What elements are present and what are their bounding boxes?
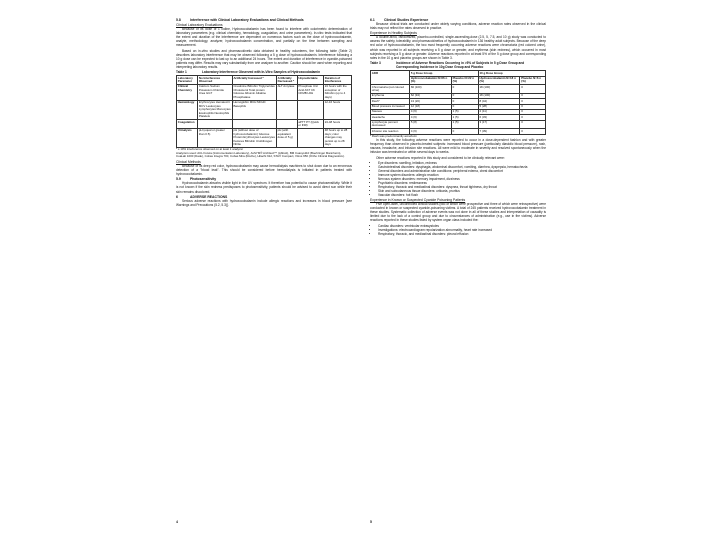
list-item: • Skin and subcutaneous tissue disorders: urticaria, pruritus <box>378 189 546 193</box>
table-footnote: * Rash was predominantly acneiform <box>370 133 418 138</box>
section-heading: 6 ADVERSE REACTIONS <box>176 194 228 199</box>
table-caption: Table 1 Laboratory Interference Observed with In-Vitro Samples of Hydroxocobalamin <box>176 70 321 75</box>
analyzers-note: Analyzers used: ACL Futura (Instrumentation Laboratory), AxSYM® Architect™ (Abbott), BM Coasys110 (Boehringer Mannheim), CoaLab 1000 (Dade), Cobas Integra 700, Cobas Mira (Roche), Hitachi 912, STA® Compact, Vitros 950 (Ortho Clinical Diagnostics). <box>176 150 345 159</box>
paragraph: Five open-label, uncontrolled clinical studies (two of which were prospective and three of which were retrospective) were conducted in known or suspected cyanide-poisoning victims. A total of 245 patients received hydroxocobalamin treatment in these studies. Systematic collection of adverse events was not done in all of these studies and interpretation of causality is limited due to the lack of a control group and due to circumstances of administration (e.g., use in fire victims). Adverse reactions reported in these studies listed by system organ class included the: <box>370 202 546 223</box>
document-page <box>176 18 548 524</box>
table-row: Blood pressure increased 12 (18) 0 5 (28) 0 <box>371 104 546 109</box>
lab-interference-table <box>176 75 352 148</box>
table-header-row: Laboratory Parameter No Interference Observed Artificially Increased * Artificially Decreased * Unpredictable Duration of Interference <box>177 76 352 85</box>
section-heading: 6.1 Clinical Studies Experience <box>370 18 429 22</box>
bullet-list <box>370 224 546 236</box>
table-row: Infusion site reaction 4 (6) 0 7 (39) 0 <box>371 129 546 134</box>
paragraph: Because of its deep red color, hydroxocobalamin may cause hemodialysis machines to shut down due to an erroneous detection of a "blood leak". This should be considered before hemodialysis is initiated in patients treated with hydroxocobalamin. <box>176 164 352 177</box>
table-row: Coagulation aPTT PT (Quick or INR) 24-48 hours <box>177 120 352 129</box>
table-row: Nausea 4 (6) 1 (5) 2 (11) 0 <box>371 109 546 114</box>
list-item: • Vascular disorders: hot flush <box>378 193 546 197</box>
table-row: Clinical Chemistry Calcium Sodium Potassium Chloride Urea GGT Creatinine Bilirubin Triglycerides Cholesterol Total protein Glucose Albumin Alkaline Phosphatase ALT Amylase Phosphate Uric Acid AST CK CKMB LDH 24 hours with the exception of bilirubin (up to 4 days) <box>177 85 352 101</box>
paragraph: A double-blind, randomized, placebo-controlled, single-ascending-dose (2.5, 5, 7.5, and 10 g) study was conducted to assess the safety, tolerability, and pharmacokinetics of hydroxocobalamin in 136 healthy adult subjects. Because of the deep red color of hydroxocobalamin, the two most frequently occurring adverse reactions were chromaturia (red colored urine), which was reported in all subjects receiving a 5 g dose or greater, and erythema (skin redness), which occurred in most subjects receiving a 5 g dose or greater. Adverse reactions reported in at least 5% of the 5 g dose group and corresponding rates in the 10 g and placebo groups are shown in Table 3. <box>370 35 546 60</box>
section-heading: 5.9 Photosensitivity <box>176 177 217 182</box>
list-item: • Investigations: electrocardiogram repolarization abnormality, heart rate increased <box>378 228 546 232</box>
list-item: • Nervous system disorders: memory impairment, dizziness <box>378 177 546 181</box>
table-row: Rash* 13 (20) 0 8 (44) 0 <box>371 99 546 104</box>
table-header-row: Hydroxocobalamin N=66 n (%) Placebo N=22 n (%) Hydroxocobalamin N=18 n (%) Placebo N=6 n (%) <box>371 76 546 85</box>
list-item: • Psychiatric disorders: restlessness <box>378 181 546 185</box>
right-column <box>370 18 546 237</box>
paragraph: Because of its dose of 1 iodine, Hydroxocobalamin has been found to interfere with colorimetric determination of laboratory parameters (e.g. clinical chemistry, hematology, coagulation, and urine parameters). In-vitro tests indicated that the extent and duration of the interference are dependent on numerous factors such as the dose of hydroxocobalamin, analyte, methodology, analyzer, hydroxocobalamin concentration, and partially on the time between sampling and measurement. <box>176 27 352 48</box>
paragraph: Other adverse reactions reported in this study and considered to be clinically relevant were: <box>376 155 505 160</box>
paragraph: Hydroxocobalamin absorbs visible light in the UV spectrum. It therefore has potential to cause photosensitivity. While it is not known if the skin redness predisposes to photosensitivity, patients should be advised to avoid direct sun while their skin remains discolored. <box>176 181 352 194</box>
page-number-right: 5 <box>370 520 372 524</box>
subheading-known-poisoning: Experience in Known or Suspected Cyanide Poisoning Patients <box>370 198 466 203</box>
table-footnote: * ≥ 10% interference observed on at least 1 analyzer <box>176 147 244 152</box>
table-row: Lymphocyte percent decreased 5 (8) 1 (5) 3 (17) 0 <box>371 120 546 129</box>
list-item: • Respiratory, thoracic and mediastinal disorders: dyspnea, throat tightness, dry throat <box>378 185 546 189</box>
subheading-clinical-lab: Clinical Laboratory Evaluations <box>176 23 223 28</box>
paragraph: Because clinical trials are conducted under widely varying conditions, adverse reaction rates observed in the clinical trials may not reflect the rates observed in practice. <box>370 22 546 31</box>
list-item: • Gastrointestinal disorders: dysphagia, abdominal discomfort, vomiting, diarrhea, dyspepsia, hematochezia <box>378 165 546 169</box>
table-row: Urinalysis pH (equal or greater than 0.5) pH (without dose of hydroxocobalamin) Glucose Protein Erythrocytes Leukocytes Ketones Bilirubin Urobilinogen Nitrite pH (with equivalent dose of 5 g) 48 hours up to 28 days; color changes may persist up to 28 days <box>177 128 352 147</box>
bullet-list <box>370 161 546 197</box>
paragraph: In this study, the following adverse reactions were reported to occur in a dose-dependent fashion and with greater frequency than observed in placebo-treated subjects: increased blood pressure (particularly diastolic blood pressure), rash, nausea, headache, and infusion site reactions. All were mild to moderate in severity and resolved spontaneously when the infusion was terminated or within several days to weeks. <box>370 138 546 155</box>
list-item: • General disorders and administration site conditions: peripheral edema, chest discomfort <box>378 169 546 173</box>
table-row: Erythema 62 (94) 0 18 (100) 0 <box>371 94 546 99</box>
left-column <box>176 18 352 208</box>
table-row: Hematology Erythrocytes Hematocrit MCV Leukocytes Lymphocytes Monocytes Eosinophils Neutrophils Platelets Hemoglobin MCH MCHC Basophils 12-16 hours <box>177 100 352 119</box>
subheading-clinical-methods: Clinical Methods <box>176 159 201 164</box>
paragraph: Based on in-vitro studies and pharmacokinetic data obtained in healthy volunteers, the following table (Table 2) describes laboratory interference that may be observed following a 5 g dose of hydroxocobalamin. Interference following a 10 g dose can be expected to last up to an additional 24 hours. The extent and duration of interference in cyanide-poisoned patients may differ. Results may vary substantially from one analyzer to another. Caution should be used when reporting and interpreting laboratory results. <box>176 48 352 69</box>
section-heading: 5.8 Interference with Clinical Laboratory Evaluations and Clinical Methods <box>176 18 304 22</box>
table-group-row: ADR 5 g Dose Group 10 g Dose Group <box>371 71 546 76</box>
list-item: • Immune system disorders: allergic reaction <box>378 173 546 177</box>
list-item: • Eye disorders: swelling, irritation, redness <box>378 161 546 165</box>
table-row: Chromaturia (red colored urine) 66 (100) 0 18 (100) 0 <box>371 85 546 94</box>
list-item: • Cardiac disorders: ventricular extrasystoles <box>378 224 546 228</box>
paragraph: Serious adverse reactions with hydroxocobalamin include allergic reactions and increases in blood pressure [see Warnings and Precautions (5.2, 5.3)]. <box>176 198 352 207</box>
adverse-reactions-table <box>370 70 546 134</box>
subheading-healthy-subjects: Experience in Healthy Subjects <box>370 31 417 36</box>
list-item: • Respiratory, thoracic, and mediastinal disorders: pleural effusion <box>378 232 546 236</box>
table-row: Headache 4 (6) 1 (5) 6 (33) 0 <box>371 115 546 120</box>
page-number-left: 4 <box>176 520 178 524</box>
table-caption: Table 3 Incidence of Adverse Reactions Occurring in >5% of Subjects in 5 g Dose Group and Corresponding Incidence in 10g Dose Group and Placebo <box>370 61 525 70</box>
